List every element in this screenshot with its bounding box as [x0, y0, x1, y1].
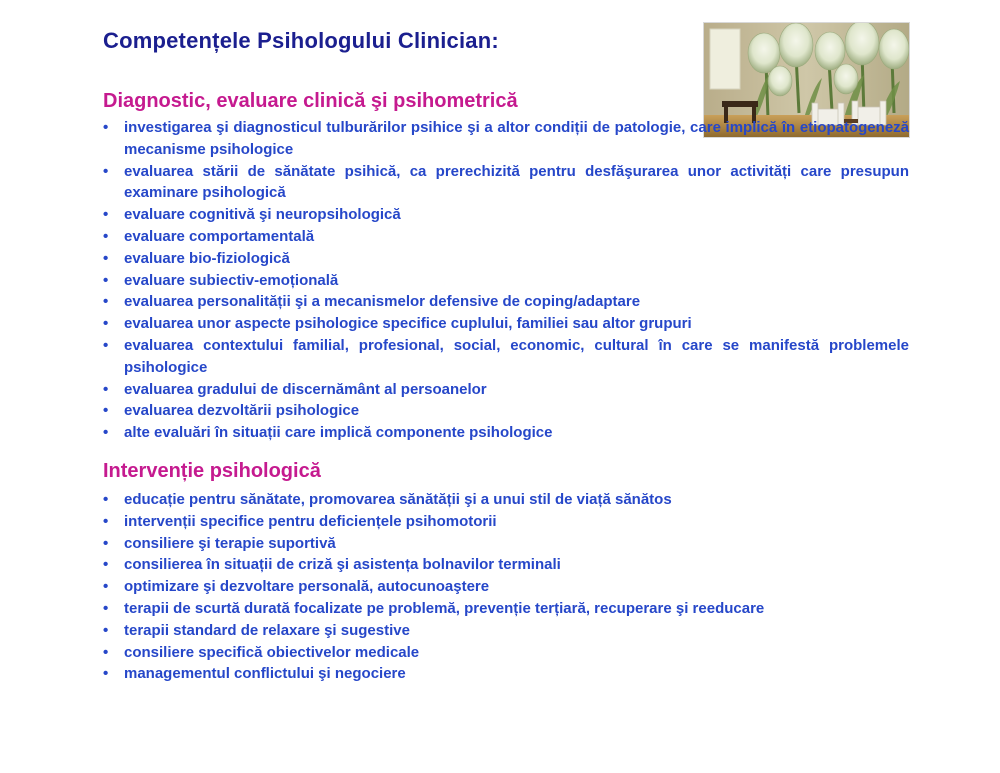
list-item: • evaluare bio-fiziologică	[103, 248, 909, 270]
list-item: • investigarea şi diagnosticul tulburărilor psihice şi a altor condiții de patologie, care implică în etiopatogeneză mecanisme psihologice	[103, 119, 909, 158]
bullet-icon: •	[103, 119, 109, 136]
bullet-icon: •	[103, 424, 109, 442]
bullet-icon: •	[103, 380, 109, 398]
bullet-icon: •	[103, 578, 109, 596]
list-item: • consilierea în situații de criză şi asistența bolnavilor terminali	[103, 554, 909, 576]
bullet-icon: •	[103, 249, 109, 267]
list-item: • evaluare comportamentală	[103, 226, 909, 248]
list-item: • evaluarea unor aspecte psihologice specifice cuplului, familiei sau altor grupuri	[103, 313, 909, 335]
list-item: • evaluarea stării de sănătate psihică, ca prerechizită pentru desfăşurarea unor activități care presupun examinare psihologică	[103, 162, 909, 202]
bullet-icon: •	[103, 336, 109, 354]
bullet-icon: •	[103, 512, 109, 530]
page-title: Competențele Psihologului Clinician:	[103, 28, 499, 53]
list-item: • evaluare cognitivă şi neuropsihologică	[103, 204, 909, 226]
list-item: • evaluarea gradului de discernământ al persoanelor	[103, 379, 909, 401]
list-item: • terapii standard de relaxare şi sugestive	[103, 620, 909, 642]
list-item: • managementul conflictului şi negociere	[103, 663, 909, 685]
bullet-icon: •	[103, 556, 109, 574]
bullet-icon: •	[103, 621, 109, 639]
bullet-icon: •	[103, 599, 109, 617]
bullet-icon: •	[103, 227, 109, 245]
bullet-icon: •	[103, 491, 109, 508]
list-item: • educație pentru sănătate, promovarea sănătății şi a unui stil de viață sănătos	[103, 489, 909, 511]
bullet-icon: •	[103, 643, 109, 661]
section-heading-interventie: Intervenție psihologică	[103, 460, 321, 482]
list-item: • consiliere specifică obiectivelor medicale	[103, 642, 909, 664]
list-item: • evaluarea personalității şi a mecanismelor defensive de coping/adaptare	[103, 291, 909, 313]
list-item: • evaluare subiectiv-emoțională	[103, 270, 909, 292]
bullet-icon: •	[103, 315, 109, 333]
bullet-icon: •	[103, 206, 109, 224]
list-item: • terapii de scurtă durată focalizate pe problemă, prevenție terțiară, recuperare şi reeducare	[103, 598, 909, 620]
diagnostic-list	[103, 117, 909, 444]
section-heading-diagnostic: Diagnostic, evaluare clinică şi psihometrică	[103, 90, 518, 112]
list-item: • optimizare şi dezvoltare personală, autocunoaştere	[103, 576, 909, 598]
list-item: • evaluarea contextului familial, profesional, social, economic, cultural în care se manifestă problemele psihologice	[103, 336, 909, 376]
list-item: • alte evaluări în situații care implică componente psihologice	[103, 422, 909, 444]
list-item: • consiliere şi terapie suportivă	[103, 533, 909, 555]
bullet-icon: •	[103, 534, 109, 552]
bullet-icon: •	[103, 271, 109, 289]
list-item: • intervenții specifice pentru deficiențele psihomotorii	[103, 511, 909, 533]
list-item: • evaluarea dezvoltării psihologice	[103, 400, 909, 422]
interventie-list	[103, 489, 909, 685]
bullet-icon: •	[103, 402, 109, 420]
bullet-icon: •	[103, 665, 109, 683]
bullet-icon: •	[103, 162, 109, 180]
bullet-icon: •	[103, 293, 109, 311]
